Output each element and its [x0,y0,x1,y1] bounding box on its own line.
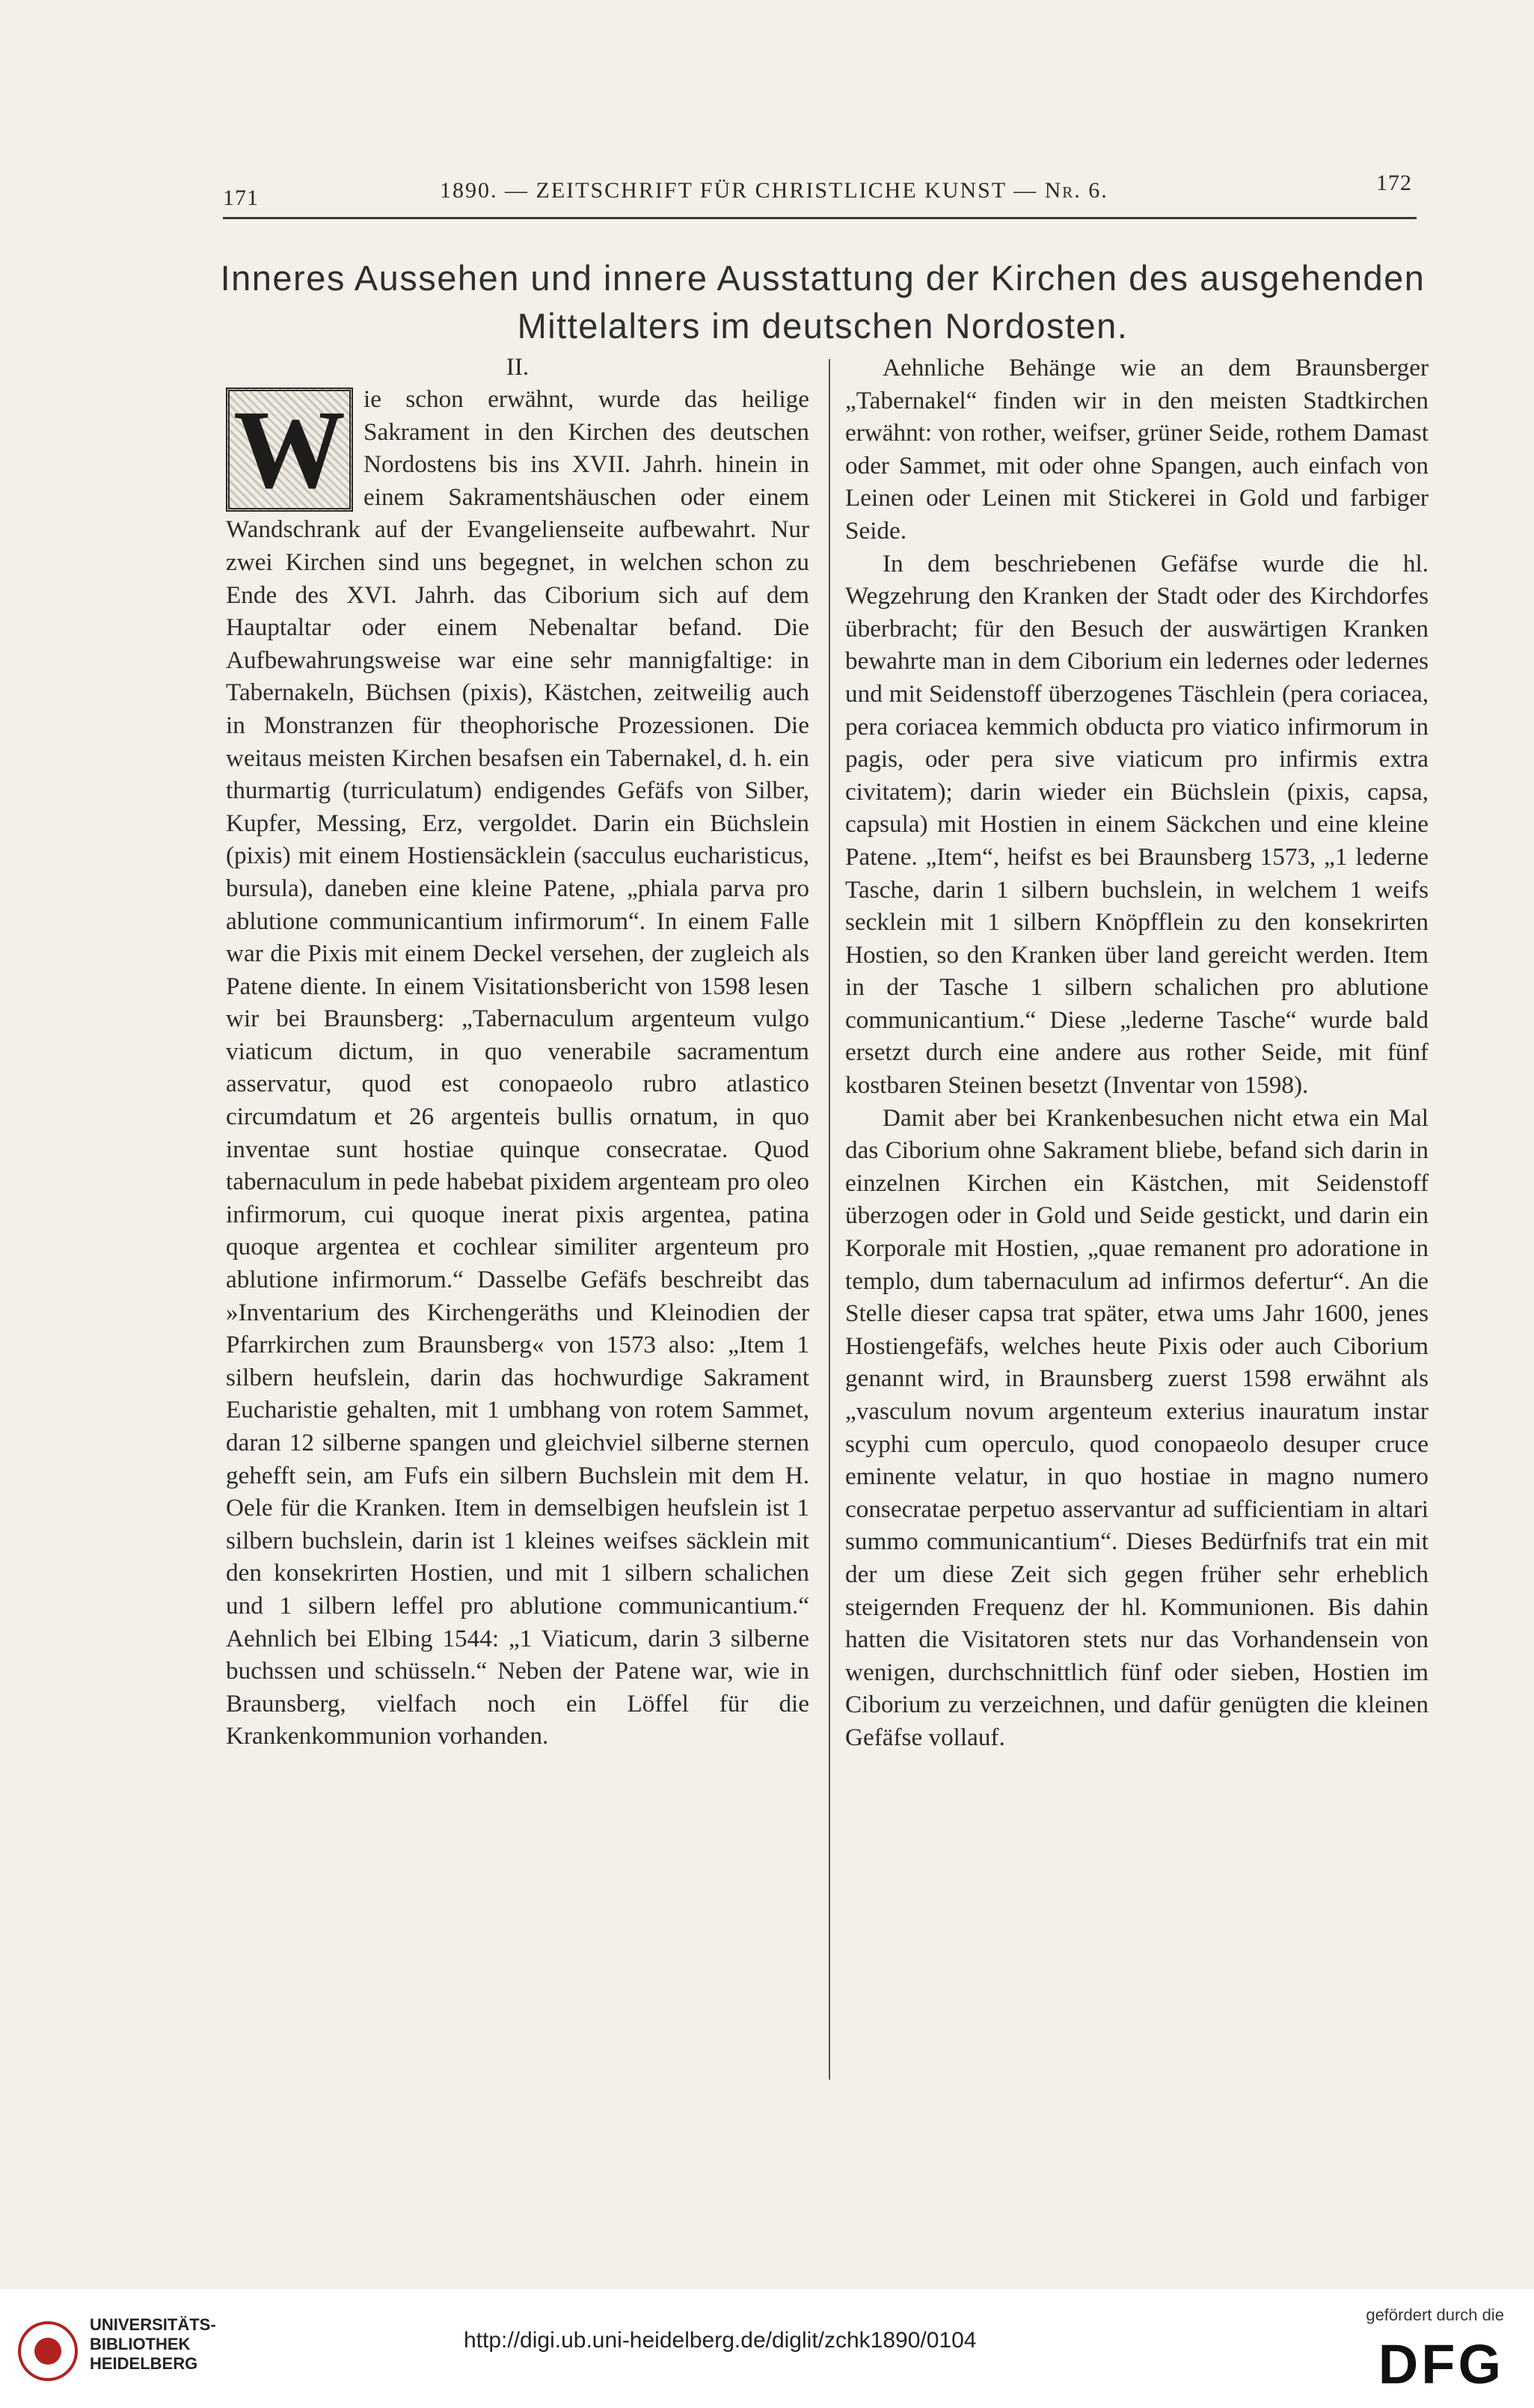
left-paragraph-1 [226,383,809,1753]
running-head [223,171,1412,208]
article-title-line2: Mittelalters im deutschen Nordosten. [517,306,1129,346]
footer-bar [0,2289,1534,2408]
right-paragraph-2: In dem beschriebenen Gefäfse wurde die hl. Wegzehrung den Kranken der Stadt oder des Kirchdorfes überbracht; für den Besuch der auswärtigen Kranken bewahrte man in dem Ciborium ein ledernes oder ledernes und mit Seidenstoff überzogenes Täschlein (pera coriacea, pera coriacea kemmich obducta pro viatico infirmorum in pagis, oder pera sive viaticum pro infirmis extra civitatem); darin wieder ein Büchslein (pixis, capsa, capsula) mit Hostien in einem Säckchen und eine kleine Patene. „Item“, heifst es bei Braunsberg 1573, „1 lederne Tasche, darin 1 silbern buchslein, in welchem 1 weifs secklein mit 1 silbern Knöpfflein zu den konsekrirten Hostien, so den Kranken über land gereicht werden. Item in der Tasche 1 silbern schalichen pro ablutione communicantium.“ Diese „lederne Tasche“ wurde bald ersetzt durch eine andere aus rother Seide, mit fünf kostbaren Steinen besetzt (Inventar von 1598). [845,549,1429,1100]
library-name-line2: BIBLIOTHEK [90,2335,191,2353]
article-title-line1: Inneres Aussehen und innere Ausstattung der Kirchen des ausgehenden [220,258,1426,298]
university-seal-icon [18,2321,78,2381]
permalink-url[interactable]: http://digi.ub.uni-heidelberg.de/diglit/zchk1890/0104 [464,2328,977,2353]
article-title [194,254,1451,350]
section-number: II. [506,353,530,381]
right-paragraph-1: Aehnliche Behänge wie an dem Braunsberger „Tabernakel“ finden wir in den meisten Stadtkirchen erwähnt: von rother, weifser, grüner Seide, rothem Damast oder Sammet, mit oder ohne Spangen, auch einfach von Leinen oder Leinen mit Stickerei in Gold und farbiger Seide. [845,354,1429,545]
funding-note: gefördert durch die [1366,2306,1504,2324]
journal-heading: 1890. — ZEITSCHRIFT FÜR CHRISTLICHE KUNST — Nr. 6. [440,178,1108,203]
library-name [90,2315,216,2374]
dfg-logo[interactable]: DFG [1378,2333,1504,2395]
page-number-right: 172 [1376,171,1412,195]
right-column [845,352,1429,1754]
left-paragraph-1-text: ie schon erwähnt, wurde das heilige Sakrament in den Kirchen des deutschen Nordostens bis ins XVII. Jahrh. hinein in einem Sakramentshäuschen oder einem Wandschrank auf der Evangelienseite aufbewahrt. Nur zwei Kirchen sind uns begegnet, in welchen schon zu Ende des XVI. Jahrh. das Ciborium sich auf dem Hauptaltar oder einem Nebenaltar befand. Die Aufbewahrungsweise war eine sehr mannigfaltige: in Tabernakeln, Büchsen (pixis), Kästchen, zeitweilig auch in Monstranzen für theophorische Prozessionen. Die weitaus meisten Kirchen besafsen ein Tabernakel, d. h. ein thurmartig (turriculatum) endigendes Gefäfs von Silber, Kupfer, Messing, Erz, vergoldet. Darin ein Büchslein (pixis) mit einem Hostiensäcklein (sacculus eucharisticus, bursula), daneben eine kleine Patene, „phiala parva pro ablutione communicantium infirmorum“. In einem Falle war die Pixis mit einem Deckel versehen, der zugleich als Patene diente. In einem Visitationsbericht von 1598 lesen wir bei Braunsberg: „Tabernaculum argenteum vulgo viaticum dictum, in quo venerabile sacramentum asservatur, quod est conopaeolo rubro atlastico circumdatum et 26 argenteis bullis ornatum, in quo inventae sunt hostiae quinque consecratae. Quod tabernaculum in pede habebat pixidem argenteam pro oleo infirmorum, cui quoque inerat pixis argentea, patina quoque argentea et cochlear similiter argenteum pro ablutione infirmorum.“ Dasselbe Gefäfs beschreibt das »Inventarium des Kirchengeräths und Kleinodien der Pfarrkirchen zum Braunsberg« von 1573 also: „Item 1 silbern heufslein, darin das hochwurdige Sakrament Eucharistie gehalten, mit 1 umbhang von rotem Sammet, daran 12 silberne spangen und gleichviel silberne sternen gehefft sein, am Fufs ein silbern Buchslein mit dem H. Oele für die Kranken. Item in demselbigen heufslein ist 1 silbern buchslein, darin ist 1 kleines weifses säcklein mit den konsekrirten Hostien, und mit 1 silbern schalichen und 1 silbern leffel pro ablutione communicantium.“ Aehnlich bei Elbing 1544: „1 Viaticum, darin 3 silberne buchssen und schüsseln.“ Neben der Patene war, wie in Braunsberg, vielfach noch ein Löffel für die Krankenkommunion vorhanden. [226,385,809,1750]
dropcap-initial: W [226,387,353,512]
library-logo[interactable] [18,2315,227,2383]
library-name-line1: UNIVERSITÄTS- [90,2315,216,2334]
left-column [226,352,809,1753]
page-number-left: 171 [223,186,259,210]
right-paragraph-3: Damit aber bei Krankenbesuchen nicht etwa ein Mal das Ciborium ohne Sakrament bliebe, befand sich darin in einzelnen Kirchen ein Kästchen, mit Seidenstoff überzogen oder in Gold und Seide gestickt, und darin ein Korporale mit Hostien, „quae remanent pro adoratione in templo, dum tabernaculum ad infirmos defertur“. An die Stelle dieser capsa trat später, etwa ums Jahr 1600, jenes Hostiengefäfs, welches heute Pixis oder auch Ciborium genannt wird, in Braunsberg zuerst 1598 erwähnt als „vasculum novum argenteum exterius inauratum instar scyphi cum operculo, quod conopaeolo desuper cruce eminente velatur, in quo hostiae in magno numero consecratae perpetuo asservantur ad sufficientiam in altari summo communicantium“. Dieses Bedürfnifs trat ein mit der um diese Zeit sich gegen früher sehr erheblich steigernden Frequenz der hl. Kommunionen. Bis dahin hatten die Visitatoren stets nur das Vorhandensein von wenigen, durchschnittlich fünf oder sieben, Hostien im Ciborium zu verzeichnen, und dafür genügten die kleinen Gefäfse vollauf. [845,1103,1429,1751]
library-name-line3: HEIDELBERG [90,2354,198,2373]
column-divider [829,359,830,2080]
header-rule [223,217,1417,219]
